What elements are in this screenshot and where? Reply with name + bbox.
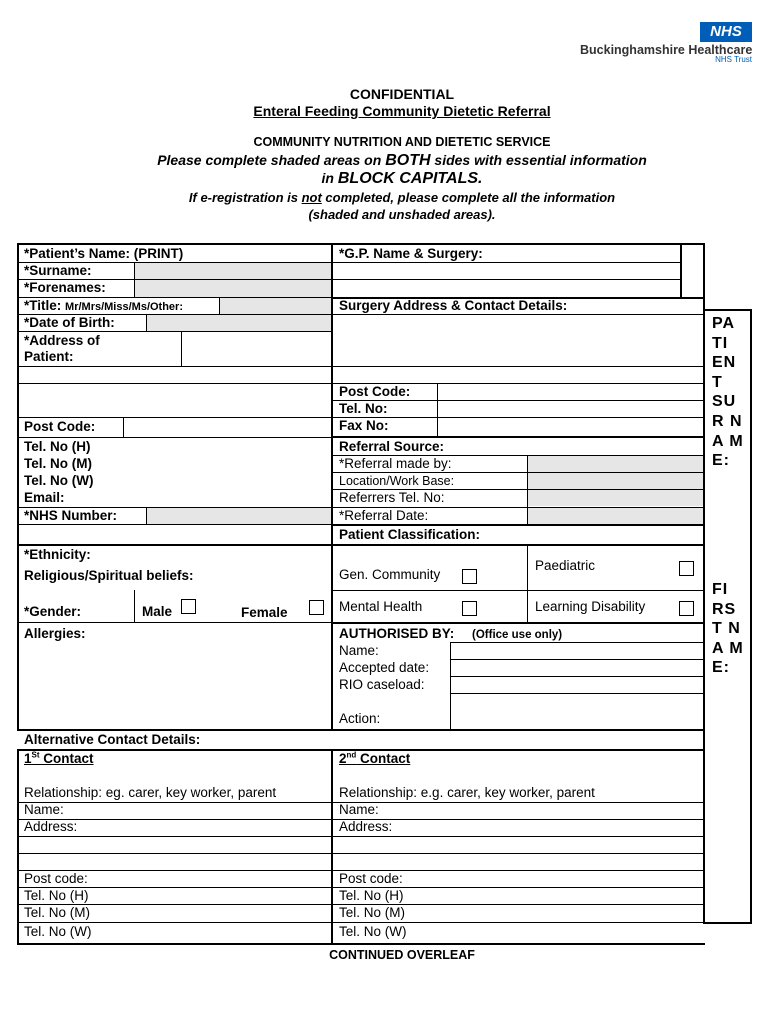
patient-tel-h-label: Tel. No (H) [24,439,91,454]
ethnicity-label: *Ethnicity: [24,547,91,562]
paediatric-checkbox[interactable] [679,561,694,576]
title-label: *Title: Mr/Mrs/Miss/Ms/Other: [24,298,183,313]
contact2-address-label: Address: [339,819,393,834]
referral-source-label: Referral Source: [339,439,445,454]
instruction-line-3: If e-registration is not completed, please complete all the information [188,190,616,205]
continued-overleaf: CONTINUED OVERLEAF [329,948,475,962]
referral-made-by-label: *Referral made by: [339,456,452,471]
org-name: Buckinghamshire Healthcare [580,43,753,57]
location-label: Location/Work Base: [339,474,455,488]
contact1-address-label: Address: [24,819,78,834]
accepted-date-label: Accepted date: [339,660,430,675]
nhs-logo [700,22,752,42]
contact2-postcode-label: Post code: [339,871,403,886]
action-label: Action: [339,711,381,726]
gp-tel-label: Tel. No: [339,401,388,416]
contact1-tel-w-label: Tel. No (W) [24,924,92,939]
rio-caseload-label: RIO caseload: [339,677,425,692]
authorised-by-label: AUTHORISED BY: (Office use only) [339,626,563,641]
form-title: Enteral Feeding Community Dietetic Referral [253,103,551,119]
contact2-tel-w-label: Tel. No (W) [339,924,407,939]
contact1-name-label: Name: [24,802,64,817]
dob-label: *Date of Birth: [24,315,115,330]
patient-firstname-side-label: FI RS T N A M E: [712,581,744,677]
female-label: Female [241,605,288,620]
gender-label: *Gender: [24,604,82,619]
contact1-relationship-label: Relationship: eg. carer, key worker, parent [24,785,277,800]
mental-health-checkbox[interactable] [462,601,477,616]
instruction-line-1: Please complete shaded areas on BOTH sides with essential information [157,152,647,169]
male-checkbox[interactable] [181,599,196,614]
forenames-label: *Forenames: [24,280,106,295]
learning-disability-checkbox[interactable] [679,601,694,616]
allergies-label: Allergies: [24,626,86,641]
religious-label: Religious/Spiritual beliefs: [24,568,194,583]
address-label-1: *Address of [24,333,100,348]
service-name: COMMUNITY NUTRITION AND DIETETIC SERVICE [253,135,551,149]
surgery-address-label: Surgery Address & Contact Details: [339,298,568,313]
instruction-line-4: (shaded and unshaded areas). [308,207,496,222]
female-checkbox[interactable] [309,600,324,615]
instruction-line-2: in BLOCK CAPITALS. [321,170,483,187]
gp-name-label: *G.P. Name & Surgery: [339,246,483,261]
confidential-label: CONFIDENTIAL [349,86,455,102]
patient-name-label: *Patient’s Name: (PRINT) [24,246,184,261]
learning-disability-label: Learning Disability [535,599,646,614]
nhs-logo-badge: NHS [710,23,742,40]
contact1-tel-m-label: Tel. No (M) [24,905,91,920]
patient-tel-w-label: Tel. No (W) [24,473,94,488]
first-contact-heading: 1St Contact [24,750,94,766]
contact1-postcode-label: Post code: [24,871,88,886]
referral-date-label: *Referral Date: [339,508,429,523]
patient-postcode-label: Post Code: [24,419,96,434]
mental-health-label: Mental Health [339,599,423,614]
patient-tel-m-label: Tel. No (M) [24,456,92,471]
trust-name: NHS Trust [715,55,752,64]
contact1-tel-h-label: Tel. No (H) [24,888,89,903]
alt-contact-heading: Alternative Contact Details: [24,732,201,747]
gp-fax-label: Fax No: [339,418,389,433]
authorised-name-label: Name: [339,643,379,658]
second-contact-heading: 2nd Contact [339,750,411,766]
contact2-tel-m-label: Tel. No (M) [339,905,406,920]
patient-classification-label: Patient Classification: [339,527,481,542]
contact2-relationship-label: Relationship: e.g. carer, key worker, parent [339,785,595,800]
patient-email-label: Email: [24,490,65,505]
gp-postcode-label: Post Code: [339,384,411,399]
referrer-tel-label: Referrers Tel. No: [339,490,445,505]
male-label: Male [142,604,173,619]
gen-community-label: Gen. Community [339,567,441,582]
patient-surname-side-label: PA TI EN T SU R N A M E: [712,315,744,470]
paediatric-label: Paediatric [535,558,596,573]
contact2-tel-h-label: Tel. No (H) [339,888,404,903]
gen-community-checkbox[interactable] [462,569,477,584]
surname-label: *Surname: [24,263,92,278]
nhs-number-label: *NHS Number: [24,508,118,523]
address-label-2: Patient: [24,349,74,364]
contact2-name-label: Name: [339,802,379,817]
